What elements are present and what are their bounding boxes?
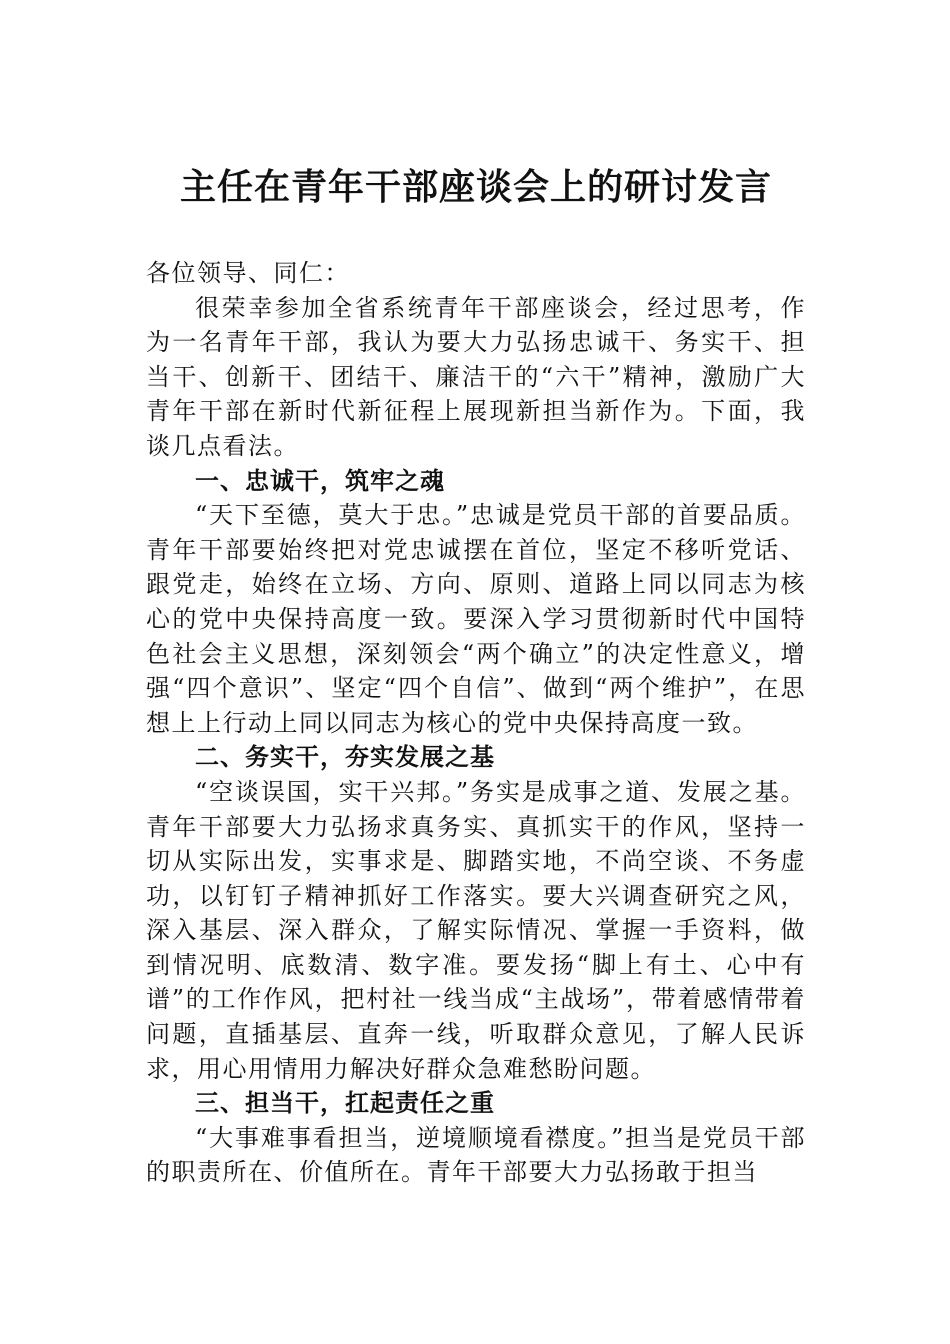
document-title: 主任在青年干部座谈会上的研讨发言 <box>179 166 772 208</box>
document-body <box>146 256 806 1190</box>
intro-paragraph: 很荣幸参加全省系统青年干部座谈会，经过思考，作为一名青年干部，我认为要大力弘扬忠诚干、务实干、担当干、创新干、团结干、廉洁干的“六干”精神，激励广大青年干部在新时代新征程上展现新担当新作为。下面，我谈几点看法。 <box>146 293 806 460</box>
section-heading-2: 二、务实干，夯实发展之基 <box>195 743 495 772</box>
section-paragraph-2: “空谈误国，实干兴邦。”务实是成事之道、发展之基。青年干部要大力弘扬求真务实、真抓实干的作风，坚持一切从实际出发，实事求是、脚踏实地，不尚空谈、不务虚功，以钉钉子精神抓好工作落实。要大兴调查研究之风，深入基层、深入群众，了解实际情况、掌握一手资料，做到情况明、底数清、数字准。要发扬“脚上有土、心中有谱”的工作作风，把村社一线当成“主战场”，带着感情带着问题，直插基层、直奔一线，听取群众意见，了解人民诉求，用心用情用力解决好群众急难愁盼问题。 <box>146 777 806 1083</box>
section-paragraph-3: “大事难事看担当，逆境顺境看襟度。”担当是党员干部的职责所在、价值所在。青年干部要大力弘扬敢于担当 <box>146 1123 806 1187</box>
section-paragraph-1: “天下至德，莫大于忠。”忠诚是党员干部的首要品质。青年干部要始终把对党忠诚摆在首位，坚定不移听党话、跟党走，始终在立场、方向、原则、道路上同以同志为核心的党中央保持高度一致。要深入学习贯彻新时代中国特色社会主义思想，深刻领会“两个确立”的决定性意义，增强“四个意识”、坚定“四个自信”、做到“两个维护”，在思想上上行动上同以同志为核心的党中央保持高度一致。 <box>146 501 806 737</box>
section-heading-3: 三、担当干，扛起责任之重 <box>195 1089 495 1118</box>
salutation: 各位领导、同仁： <box>146 259 350 287</box>
section-heading-1: 一、忠诚干，筑牢之魂 <box>195 466 445 495</box>
